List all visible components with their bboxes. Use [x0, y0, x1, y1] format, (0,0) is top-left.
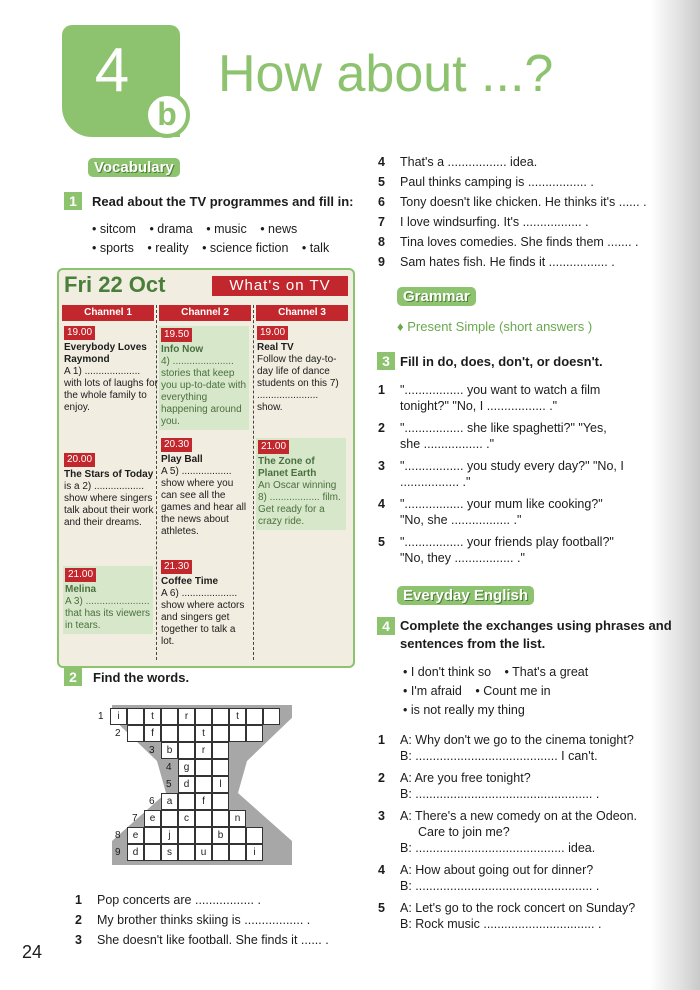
exercise-1-instruction: Read about the TV programmes and fill in: — [92, 194, 354, 209]
crossword-cell[interactable] — [127, 708, 144, 725]
programme-text: A 5) .................. show where you can see all the games and hear all the news about athletes. — [161, 466, 247, 537]
dialogue — [378, 862, 653, 894]
dialogue-line-a: Care to join me? — [418, 825, 510, 839]
everyday-english-tag: Everyday English — [397, 586, 534, 605]
crossword-cell[interactable]: c — [178, 810, 195, 827]
crossword-cell[interactable] — [263, 708, 280, 725]
dialogue-number: 5 — [378, 901, 385, 915]
dialogue-number: 1 — [378, 733, 385, 747]
programme — [161, 438, 251, 538]
crossword-cell[interactable] — [212, 810, 229, 827]
sentence-text: Tina loves comedies. She finds them ....... . — [400, 235, 639, 249]
programme-title: Melina — [65, 584, 97, 595]
crossword-cell[interactable]: u — [195, 844, 212, 861]
sentence-number: 7 — [378, 215, 385, 229]
dialogue-line-b: B: ......................................... I can't. — [400, 749, 598, 763]
dialogue — [378, 900, 653, 932]
vocabulary-tag: Vocabulary — [88, 158, 180, 177]
item-number: 3 — [378, 459, 385, 473]
page-number: 24 — [22, 942, 43, 962]
crossword-cell[interactable]: t — [195, 725, 212, 742]
sentence — [378, 254, 647, 270]
word: • news — [260, 222, 298, 236]
grammar-tag: Grammar — [397, 287, 476, 306]
exercise-3-items — [378, 382, 648, 566]
tv-guide-date: Fri 22 Oct — [64, 272, 166, 297]
crossword-row-number: 3 — [149, 745, 155, 756]
page-edge-shadow — [650, 0, 700, 990]
word: • reality — [147, 241, 189, 255]
crossword-cell[interactable]: i — [110, 708, 127, 725]
grammar-item — [378, 420, 648, 452]
dialogue-line-b: B: Rock music ................................ . — [400, 917, 602, 931]
item-line: "................. your friends play football?" — [400, 535, 614, 549]
programme-time: 19.00 — [64, 326, 95, 340]
dialogue-line-b: B: ................................................... . — [400, 787, 600, 801]
sentence-text: Paul thinks camping is ................. . — [400, 175, 594, 189]
crossword-cell[interactable] — [229, 725, 246, 742]
crossword-row-number: 8 — [115, 830, 121, 841]
crossword-cell[interactable]: a — [161, 793, 178, 810]
grammar-item — [378, 496, 648, 528]
programme-text: is a 2) .................. show where singers talk about their work and their dreams. — [64, 481, 154, 528]
crossword-cell[interactable]: e — [144, 810, 161, 827]
programme-text: A 6) .................... show where actors and singers get together to talk a lot. — [161, 588, 245, 647]
item-line: tonight?" "No, I ................. ." — [400, 399, 558, 413]
programme-time: 21.00 — [258, 440, 289, 454]
programme-title: The Zone of Planet Earth — [258, 456, 317, 479]
crossword-row-number: 4 — [166, 762, 172, 773]
crossword-cell[interactable]: t — [144, 708, 161, 725]
item-line: ................. ." — [400, 475, 471, 489]
phrase: • Count me in — [475, 684, 551, 698]
sentence-number: 2 — [75, 913, 82, 927]
phrase: • I don't think so — [403, 665, 492, 679]
crossword-cell[interactable]: s — [161, 844, 178, 861]
crossword-cell[interactable] — [212, 708, 229, 725]
programme-title: The Stars of Today — [64, 469, 154, 480]
grammar-item — [378, 382, 648, 414]
exercise-2-number: 2 — [64, 668, 82, 686]
word-list-row-1 — [92, 222, 307, 236]
exercise-4-instruction-line-1: Complete the exchanges using phrases and — [400, 618, 672, 633]
crossword-cell[interactable] — [178, 844, 195, 861]
crossword-cell[interactable] — [229, 844, 246, 861]
crossword-cell[interactable] — [127, 725, 144, 742]
phrase-list-row-3 — [403, 703, 535, 717]
item-line: "................. she like spaghetti?" "Yes, — [400, 421, 607, 435]
programme — [161, 560, 251, 648]
item-line: "No, she ................. ." — [400, 513, 522, 527]
programme-text: A 1) .................... with lots of laughs for the whole family to enjoy. — [64, 366, 158, 413]
sentence-number: 1 — [75, 893, 82, 907]
sentence — [75, 912, 329, 928]
unit-number: 4 — [94, 36, 130, 105]
crossword-cell[interactable]: n — [229, 810, 246, 827]
word: • music — [206, 222, 247, 236]
sentence — [378, 234, 647, 250]
dialogue-number: 3 — [378, 809, 385, 823]
sentence — [75, 892, 329, 908]
item-number: 5 — [378, 535, 385, 549]
word: • talk — [301, 241, 330, 255]
programme-title: Play Ball — [161, 454, 203, 465]
crossword-row-number: 1 — [98, 711, 104, 722]
programme-title: Everybody Loves Raymond — [64, 342, 147, 365]
programme-time: 19.50 — [161, 328, 192, 342]
grammar-item — [378, 534, 648, 566]
programme — [159, 326, 249, 430]
programme-text: A 3) ....................... that has its viewers in tears. — [65, 596, 151, 631]
sentence — [378, 154, 647, 170]
crossword-cell[interactable] — [229, 827, 246, 844]
dialogue-number: 2 — [378, 771, 385, 785]
dialogue — [378, 732, 653, 764]
crossword-cell[interactable] — [195, 708, 212, 725]
item-line: "No, they ................. ." — [400, 551, 525, 565]
sentence-number: 9 — [378, 255, 385, 269]
exercise-4-dialogues — [378, 732, 653, 932]
programme-time: 19.00 — [257, 326, 288, 340]
grammar-topic: ♦ Present Simple (short answers ) — [397, 319, 593, 334]
crossword-cell[interactable] — [212, 742, 229, 759]
crossword-cell[interactable]: b — [212, 827, 229, 844]
sentence — [378, 174, 647, 190]
crossword-cell[interactable]: f — [195, 793, 212, 810]
crossword-cell[interactable] — [246, 725, 263, 742]
crossword-cell[interactable] — [212, 759, 229, 776]
crossword-cell[interactable]: g — [178, 759, 195, 776]
programme-text: Follow the day-to-day life of dance students on this 7) ...................... show. — [257, 354, 339, 413]
exercise-4-number: 4 — [377, 617, 395, 635]
word-list-row-2 — [92, 241, 339, 255]
sentence-text: Sam hates fish. He finds it ................. . — [400, 255, 615, 269]
crossword-cell[interactable] — [144, 844, 161, 861]
dialogue-line-a: A: Let's go to the rock concert on Sunday? — [400, 901, 636, 915]
page-title: How about ...? — [218, 45, 554, 103]
programme-title: Real TV — [257, 342, 294, 353]
phrase: • I'm afraid — [403, 684, 462, 698]
item-number: 2 — [378, 421, 385, 435]
crossword-cell[interactable] — [212, 725, 229, 742]
programme — [63, 566, 153, 634]
sentence-number: 6 — [378, 195, 385, 209]
crossword-row-number: 7 — [132, 813, 138, 824]
dialogue — [378, 770, 653, 802]
dialogue-line-a: A: Are you free tonight? — [400, 771, 531, 785]
crossword-cell[interactable] — [178, 725, 195, 742]
sentence-number: 5 — [378, 175, 385, 189]
programme — [64, 326, 160, 414]
exercise-2-sentences-right — [378, 154, 647, 270]
crossword-cell[interactable] — [161, 810, 178, 827]
crossword-cell[interactable] — [195, 810, 212, 827]
programme — [256, 438, 346, 530]
crossword-cell[interactable]: e — [127, 827, 144, 844]
sentence-number: 3 — [75, 933, 82, 947]
phrase: • is not really my thing — [403, 703, 525, 717]
crossword-row-number: 9 — [115, 847, 121, 858]
exercise-3-instruction: Fill in do, does, don't, or doesn't. — [400, 354, 603, 369]
crossword-cell[interactable]: d — [178, 776, 195, 793]
item-line: she ................. ." — [400, 437, 495, 451]
crossword-cell[interactable] — [178, 742, 195, 759]
programme-title: Info Now — [161, 344, 204, 355]
item-number: 4 — [378, 497, 385, 511]
crossword-cell[interactable] — [246, 708, 263, 725]
dialogue-line-a: A: There's a new comedy on at the Odeon. — [400, 809, 638, 823]
crossword-cell[interactable] — [161, 708, 178, 725]
sentence-text: My brother thinks skiing is ................. . — [97, 913, 311, 927]
programme-title: Coffee Time — [161, 576, 219, 587]
programme-time: 20.00 — [64, 453, 95, 467]
crossword-cell[interactable] — [246, 827, 263, 844]
programme-time: 21.30 — [161, 560, 192, 574]
column-divider — [253, 305, 254, 660]
crossword-cell[interactable]: r — [178, 708, 195, 725]
crossword-cell[interactable] — [195, 827, 212, 844]
sentence-number: 8 — [378, 235, 385, 249]
phrase: • That's a great — [504, 665, 589, 679]
crossword-cell[interactable]: i — [246, 844, 263, 861]
crossword-cell[interactable]: r — [195, 742, 212, 759]
crossword-cell[interactable] — [212, 793, 229, 810]
crossword-cell[interactable]: l — [212, 776, 229, 793]
sentence-text: That's a ................. idea. — [400, 155, 538, 169]
dialogue-line-a: A: Why don't we go to the cinema tonight? — [400, 733, 634, 747]
sentence-number: 4 — [378, 155, 385, 169]
sentence — [378, 214, 647, 230]
crossword-cell[interactable]: b — [161, 742, 178, 759]
tv-guide-header: What's on TV — [212, 276, 348, 296]
phrase-list-row-1 — [403, 665, 598, 679]
exercise-2-sentences-left — [75, 892, 329, 948]
programme-text: An Oscar winning 8) .................. film. Get ready for a crazy ride. — [258, 480, 341, 527]
crossword-cell[interactable] — [178, 827, 195, 844]
programme-text: 4) ...................... stories that keep you up-to-date with everything happening around you. — [161, 356, 247, 427]
word: • sports — [92, 241, 134, 255]
exercise-3-number: 3 — [377, 352, 395, 370]
grammar-item — [378, 458, 648, 490]
channel-1-header: Channel 1 — [62, 305, 154, 321]
crossword-cell[interactable] — [195, 759, 212, 776]
programme — [257, 326, 345, 414]
item-number: 1 — [378, 383, 385, 397]
item-line: "................. you want to watch a film — [400, 383, 601, 397]
programme-time: 21.00 — [65, 568, 96, 582]
sentence-text: Tony doesn't like chicken. He thinks it's ...... . — [400, 195, 647, 209]
crossword-cell[interactable]: f — [144, 725, 161, 742]
sentence — [75, 932, 329, 948]
item-line: "................. your mum like cooking?" — [400, 497, 603, 511]
crossword-cell[interactable] — [178, 793, 195, 810]
unit-letter: b — [144, 92, 190, 138]
word: • drama — [149, 222, 193, 236]
channel-3-header: Channel 3 — [256, 305, 348, 321]
programme — [64, 453, 160, 529]
dialogue — [378, 808, 653, 856]
item-line: "................. you study every day?" "No, I — [400, 459, 624, 473]
crossword-cell[interactable]: j — [161, 827, 178, 844]
crossword-cell[interactable]: d — [127, 844, 144, 861]
sentence — [378, 194, 647, 210]
crossword-cell[interactable] — [144, 827, 161, 844]
programme-time: 20.30 — [161, 438, 192, 452]
dialogue-line-b: B: ................................................... . — [400, 879, 600, 893]
dialogue-number: 4 — [378, 863, 385, 877]
sentence-text: I love windsurfing. It's ................. . — [400, 215, 589, 229]
crossword-row-number: 5 — [166, 779, 172, 790]
channel-2-header: Channel 2 — [159, 305, 251, 321]
crossword-cell[interactable] — [161, 725, 178, 742]
sentence-text: Pop concerts are ................. . — [97, 893, 261, 907]
crossword-cell[interactable]: t — [229, 708, 246, 725]
dialogue-line-b: B: ........................................... idea. — [400, 841, 596, 855]
crossword-row-number: 6 — [149, 796, 155, 807]
exercise-1-number: 1 — [64, 192, 82, 210]
crossword-cell[interactable] — [212, 844, 229, 861]
phrase-list-row-2 — [403, 684, 561, 698]
word: • sitcom — [92, 222, 136, 236]
dialogue-line-a: A: How about going out for dinner? — [400, 863, 594, 877]
exercise-4-instruction-line-2: sentences from the list. — [400, 636, 546, 651]
word: • science fiction — [202, 241, 289, 255]
crossword-cell[interactable] — [195, 776, 212, 793]
sentence-text: She doesn't like football. She finds it ...... . — [97, 933, 329, 947]
exercise-2-instruction: Find the words. — [93, 670, 190, 685]
crossword-row-number: 2 — [115, 728, 121, 739]
